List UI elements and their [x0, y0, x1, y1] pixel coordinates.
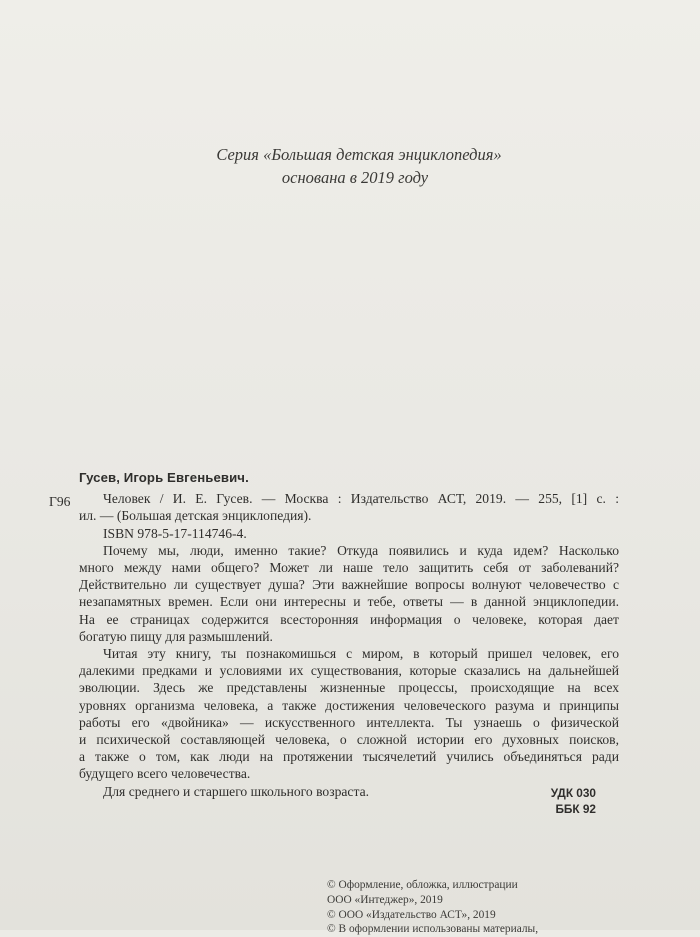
annotation-line: много между нами общего? Может ли наше тело защитить себя от заболеваний? — [79, 560, 619, 576]
copyright-line: © В оформлении использованы материалы, — [327, 923, 539, 936]
annotation-line: далекими предками и условиями их существования, которые сказались на дальнейшей — [79, 663, 619, 679]
annotation-line: а также о том, как люди на протяжении тысячелетий учились объединяться ради — [79, 749, 619, 765]
annotation-line: уровнях организма человека, а также достижения человеческого разума и принципы — [79, 697, 619, 713]
copyright-line: © Оформление, обложка, иллюстрации — [327, 879, 518, 891]
annotation-paragraph-1 — [79, 542, 619, 645]
isbn: ISBN 978-5-17-114746-4. — [103, 525, 247, 541]
author-mark-code: Г96 — [49, 494, 71, 509]
udk-code: УДК 030 — [550, 786, 596, 800]
annotation-line: Почему мы, люди, именно такие? Откуда появились и куда идем? Насколько — [103, 542, 619, 558]
annotation-line: богатую пищу для размышлений. — [79, 628, 273, 644]
copyright-line: ООО «Интеджер», 2019 — [327, 893, 443, 906]
annotation-line: эволюции. Здесь же представлены жизненные процессы, происходящие на всех — [79, 680, 619, 696]
author-heading: Гусев, Игорь Евгеньевич. — [79, 470, 249, 485]
copyright-block — [327, 878, 538, 937]
annotation-line: Действительно ли существует душа? Эти важнейшие вопросы волнуют человечество с — [79, 577, 619, 593]
annotation-line: незапамятных времен. Если они интересны и тебе, ответы — в данной энциклопедии. — [79, 594, 619, 610]
annotation-line: работы его «двойника» — искусственного интеллекта. Ты узнаешь о физической — [79, 714, 619, 730]
series-line-2: основана в 2019 году — [281, 168, 429, 187]
bbk-code: ББК 92 — [555, 802, 596, 816]
annotation-line: будущего всего человечества. — [79, 766, 251, 782]
classification-codes — [551, 785, 596, 817]
annotation-line: Читая эту книгу, ты познакомишься с миром, в который пришел человек, его — [103, 646, 619, 662]
annotation-line: и психической составляющей человека, о сложной истории его духовных поисков, — [79, 732, 619, 748]
copyright-line: © ООО «Издательство АСТ», 2019 — [327, 908, 496, 921]
series-note — [0, 143, 700, 189]
audience-note: Для среднего и старшего школьного возраста. — [103, 783, 370, 799]
catalog-record — [79, 469, 619, 800]
record-line-1: Человек / И. Е. Гусев. — Москва : Издательство АСТ, 2019. — 255, [1] с. : — [103, 491, 619, 507]
annotation-paragraph-2 — [79, 645, 619, 783]
annotation-line: На ее страницах содержится всесторонняя информация о человеке, которая дает — [79, 611, 619, 627]
record-line-2: ил. — (Большая детская энциклопедия). — [79, 508, 312, 524]
series-line-1: Серия «Большая детская энциклопедия» — [216, 145, 502, 164]
